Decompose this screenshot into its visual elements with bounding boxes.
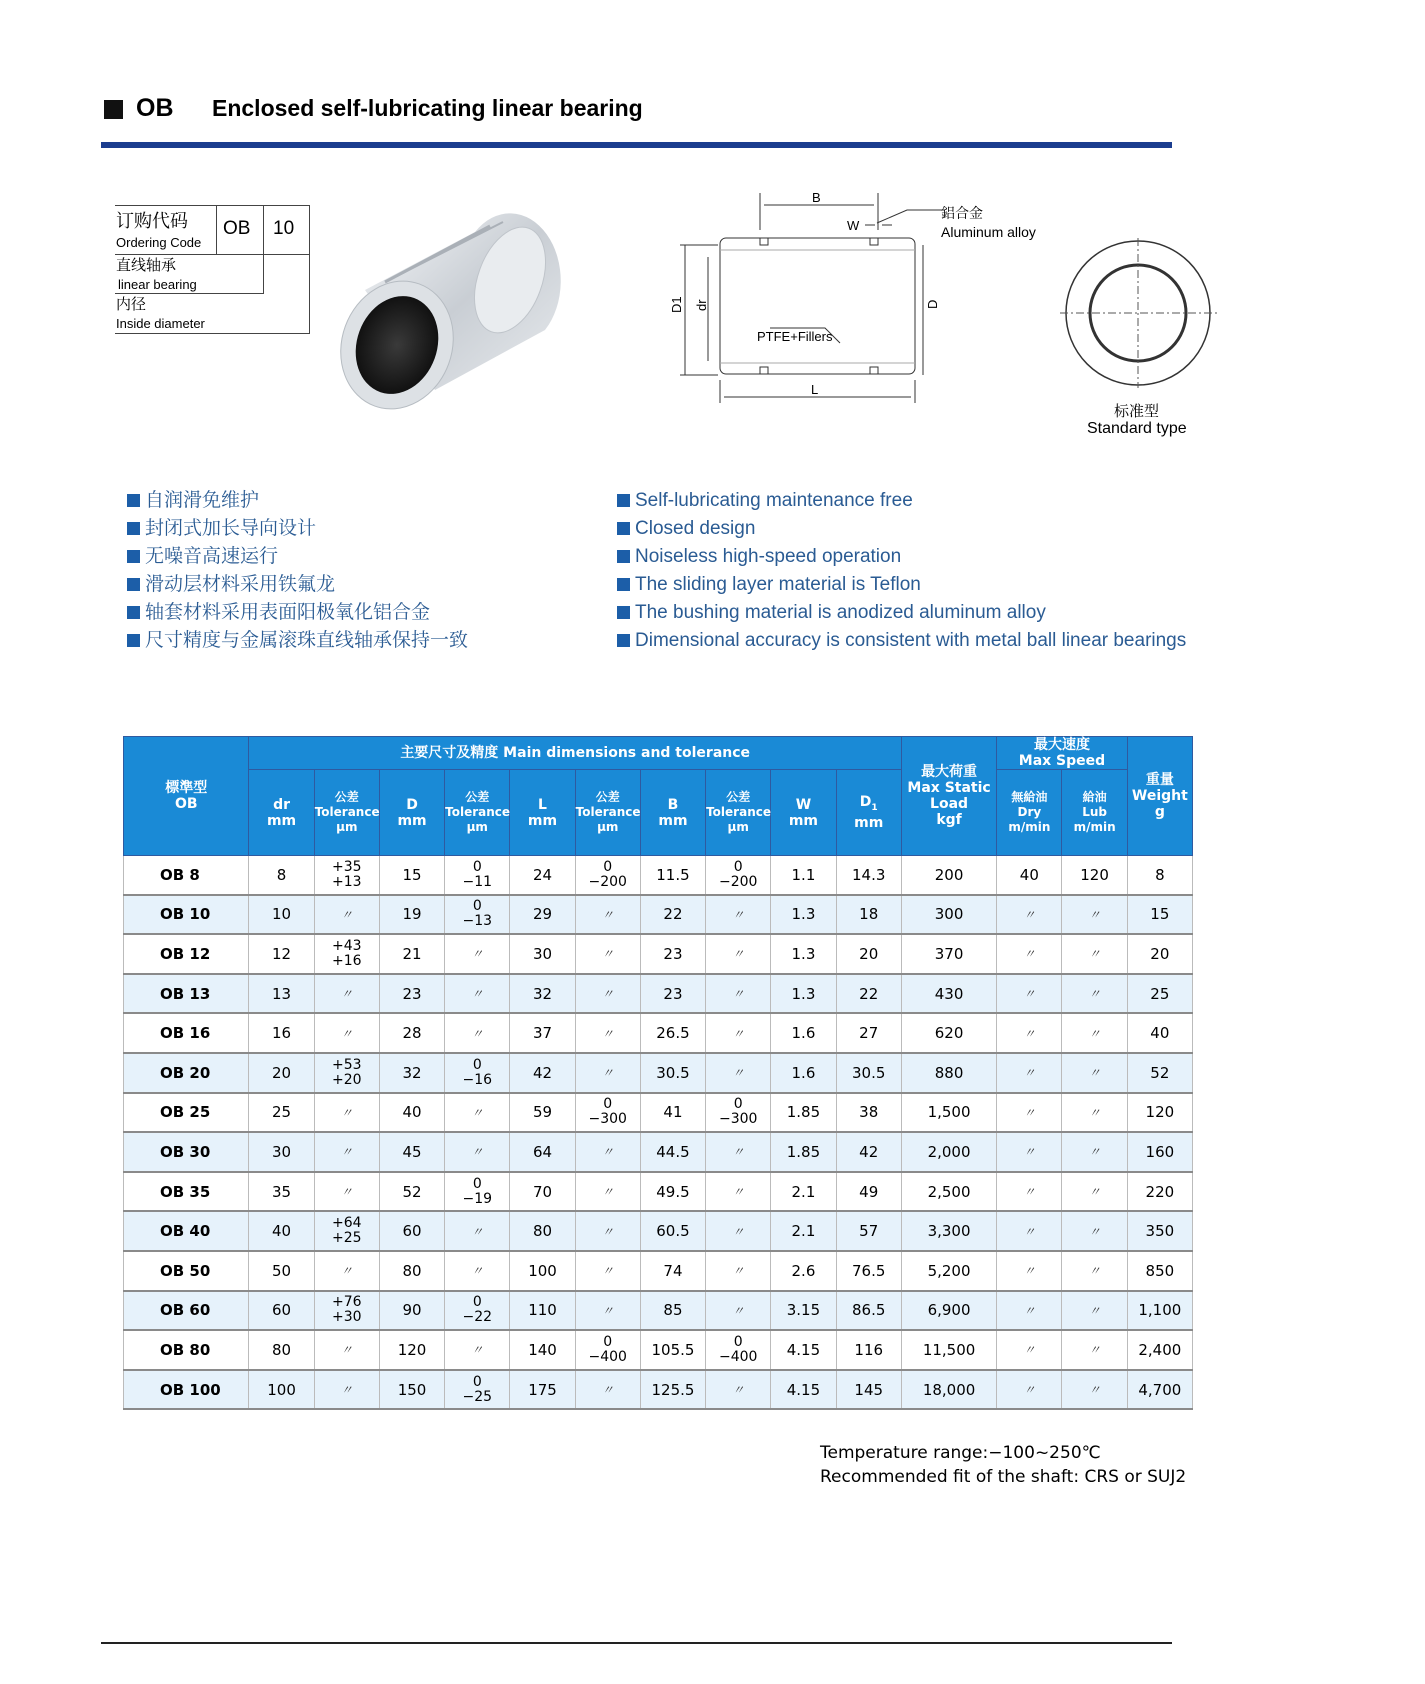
table-cell-D1: 14.3 [836,856,901,895]
table-cell-load: 3,300 [901,1211,996,1251]
col-dr-tol-header: 公差 Tolerance μm [314,770,379,856]
table-cell-B: 85 [640,1291,705,1331]
table-cell-drt: 〃 [314,1370,379,1410]
table-cell-Lt: 〃 [575,1370,640,1410]
ordering-type-cn: 直线轴承 [116,257,177,274]
table-cell-L: 110 [510,1291,575,1331]
table-cell-drt: 〃 [314,895,379,935]
table-cell-dr: 12 [249,934,314,974]
table-cell-wt: 350 [1127,1211,1192,1251]
table-cell-lub: 〃 [1062,1053,1127,1093]
table-cell-Dt: 0 −11 [445,856,510,895]
list-item: Self-lubricating maintenance free [617,487,1186,515]
col-lub-header: 給油 Lub m/min [1062,770,1127,856]
table-cell-B: 44.5 [640,1132,705,1172]
table-cell-drt: 〃 [314,974,379,1014]
table-cell-W: 2.1 [771,1211,836,1251]
table-cell-dry: 〃 [997,1053,1062,1093]
table-row [124,1211,1193,1251]
table-cell-lub: 〃 [1062,1251,1127,1291]
table-cell-W: 2.6 [771,1251,836,1291]
table-cell-load: 620 [901,1013,996,1053]
table-cell-wt: 40 [1127,1013,1192,1053]
features-cn-list [127,487,468,655]
table-cell-D: 80 [379,1251,444,1291]
table-cell-load: 200 [901,856,996,895]
table-cell-Bt: 0 −300 [706,1093,771,1133]
list-item: 无噪音高速运行 [127,543,468,571]
table-cell-D1: 20 [836,934,901,974]
table-cell-drt: 〃 [314,1093,379,1133]
table-cell-wt: 4,700 [1127,1370,1192,1410]
table-cell-L: 70 [510,1172,575,1212]
table-cell-Dt: 〃 [445,1093,510,1133]
table-row [124,1330,1193,1370]
table-cell-wt: 220 [1127,1172,1192,1212]
table-cell-L: 175 [510,1370,575,1410]
list-item: Dimensional accuracy is consistent with metal ball linear bearings [617,627,1186,655]
table-cell-lub: 〃 [1062,1172,1127,1212]
table-cell-drt: 〃 [314,1132,379,1172]
table-cell-L: 37 [510,1013,575,1053]
table-cell-dr: 13 [249,974,314,1014]
bullet-square-icon [617,522,630,535]
table-cell-load: 11,500 [901,1330,996,1370]
table-cell-dry: 〃 [997,1013,1062,1053]
table-cell-model: OB 8 [124,856,249,895]
table-cell-D: 19 [379,895,444,935]
table-cell-D: 23 [379,974,444,1014]
table-cell-Bt: 〃 [706,974,771,1014]
table-cell-Bt: 0 −400 [706,1330,771,1370]
table-cell-dry: 〃 [997,1370,1062,1410]
ordering-type-en: linear bearing [118,277,197,292]
list-item: Noiseless high-speed operation [617,543,1186,571]
table-cell-D1: 27 [836,1013,901,1053]
table-cell-model: OB 20 [124,1053,249,1093]
table-cell-drt: +64 +25 [314,1211,379,1251]
table-cell-D: 150 [379,1370,444,1410]
table-cell-D: 120 [379,1330,444,1370]
table-cell-L: 29 [510,895,575,935]
table-cell-dr: 25 [249,1093,314,1133]
table-cell-D1: 49 [836,1172,901,1212]
table-cell-L: 140 [510,1330,575,1370]
bullet-square-icon [127,494,140,507]
table-cell-D1: 116 [836,1330,901,1370]
table-cell-load: 880 [901,1053,996,1093]
table-cell-load: 2,000 [901,1132,996,1172]
table-cell-D1: 22 [836,974,901,1014]
table-cell-model: OB 10 [124,895,249,935]
table-cell-Bt: 〃 [706,1013,771,1053]
table-cell-Bt: 〃 [706,1251,771,1291]
page-code: OB [136,94,174,122]
table-cell-lub: 〃 [1062,1211,1127,1251]
table-cell-dr: 50 [249,1251,314,1291]
table-cell-model: OB 100 [124,1370,249,1410]
table-cell-wt: 850 [1127,1251,1192,1291]
table-cell-L: 100 [510,1251,575,1291]
table-cell-wt: 15 [1127,895,1192,935]
table-cell-dr: 40 [249,1211,314,1251]
table-cell-Dt: 〃 [445,1013,510,1053]
table-cell-B: 105.5 [640,1330,705,1370]
table-cell-Dt: 〃 [445,1330,510,1370]
table-cell-lub: 〃 [1062,934,1127,974]
table-row [124,1093,1193,1133]
table-cell-W: 1.1 [771,856,836,895]
table-cell-Lt: 〃 [575,895,640,935]
table-cell-W: 4.15 [771,1330,836,1370]
table-cell-lub: 〃 [1062,1093,1127,1133]
table-cell-D: 52 [379,1172,444,1212]
table-cell-Bt: 〃 [706,1172,771,1212]
table-cell-load: 6,900 [901,1291,996,1331]
ordering-size: 10 [273,218,295,239]
footer-rule [101,1642,1172,1644]
table-row [124,934,1193,974]
table-cell-W: 1.3 [771,974,836,1014]
table-cell-Lt: 〃 [575,1053,640,1093]
table-cell-W: 3.15 [771,1291,836,1331]
list-item: 自润滑免维护 [127,487,468,515]
table-row [124,856,1193,895]
table-cell-dry: 〃 [997,1172,1062,1212]
table-cell-wt: 52 [1127,1053,1192,1093]
table-row [124,1291,1193,1331]
table-body [124,856,1193,1410]
bullet-square-icon [127,550,140,563]
standard-type-cn: 标准型 [1114,403,1160,420]
list-item: Closed design [617,515,1186,543]
table-cell-Dt: 0 −13 [445,895,510,935]
table-cell-B: 74 [640,1251,705,1291]
dim-W-label: W [847,218,860,233]
header-square-icon [104,100,123,119]
table-row [124,1370,1193,1410]
table-cell-model: OB 50 [124,1251,249,1291]
material-cn-label: 鋁合金 [941,205,983,221]
table-cell-wt: 160 [1127,1132,1192,1172]
table-cell-Lt: 〃 [575,1251,640,1291]
table-cell-drt: +53 +20 [314,1053,379,1093]
table-cell-lub: 〃 [1062,974,1127,1014]
table-cell-load: 2,500 [901,1172,996,1212]
table-cell-B: 125.5 [640,1370,705,1410]
table-cell-lub: 〃 [1062,1013,1127,1053]
list-item: 滑动层材料采用铁氟龙 [127,571,468,599]
table-cell-dry: 〃 [997,934,1062,974]
table-cell-drt: 〃 [314,1251,379,1291]
dimension-drawing [660,185,940,405]
table-cell-B: 22 [640,895,705,935]
table-cell-L: 42 [510,1053,575,1093]
bullet-square-icon [617,578,630,591]
table-cell-D: 28 [379,1013,444,1053]
table-cell-B: 60.5 [640,1211,705,1251]
table-cell-W: 1.6 [771,1013,836,1053]
table-cell-W: 1.85 [771,1132,836,1172]
table-cell-drt: +43 +16 [314,934,379,974]
table-cell-model: OB 40 [124,1211,249,1251]
col-D-tol-header: 公差 Tolerance μm [445,770,510,856]
col-W-header: W mm [771,770,836,856]
table-cell-load: 430 [901,974,996,1014]
table-cell-D1: 57 [836,1211,901,1251]
table-cell-D1: 145 [836,1370,901,1410]
table-cell-load: 300 [901,895,996,935]
table-cell-model: OB 13 [124,974,249,1014]
table-cell-model: OB 30 [124,1132,249,1172]
table-cell-wt: 2,400 [1127,1330,1192,1370]
table-cell-dry: 〃 [997,974,1062,1014]
table-cell-dr: 30 [249,1132,314,1172]
table-cell-model: OB 60 [124,1291,249,1331]
col-weight-header: 重量 Weight g [1127,737,1192,856]
table-cell-Lt: 〃 [575,974,640,1014]
standard-type-en: Standard type [1087,420,1187,437]
bullet-square-icon [127,634,140,647]
table-row [124,974,1193,1014]
table-cell-dr: 100 [249,1370,314,1410]
table-cell-Dt: 0 −22 [445,1291,510,1331]
table-cell-L: 24 [510,856,575,895]
table-cell-L: 30 [510,934,575,974]
table-cell-dr: 35 [249,1172,314,1212]
table-cell-model: OB 80 [124,1330,249,1370]
table-cell-wt: 120 [1127,1093,1192,1133]
table-cell-model: OB 12 [124,934,249,974]
table-cell-Bt: 0 −200 [706,856,771,895]
table-cell-Dt: 0 −19 [445,1172,510,1212]
bullet-square-icon [617,494,630,507]
table-cell-load: 370 [901,934,996,974]
table-cell-dr: 20 [249,1053,314,1093]
table-cell-D: 15 [379,856,444,895]
table-cell-L: 80 [510,1211,575,1251]
col-D-header: D mm [379,770,444,856]
table-cell-D: 45 [379,1132,444,1172]
table-cell-lub: 〃 [1062,1330,1127,1370]
bullet-square-icon [127,606,140,619]
table-cell-dr: 60 [249,1291,314,1331]
dim-D1-label: D1 [669,296,684,313]
temperature-note: Temperature range:−100~250℃ [820,1443,1101,1463]
table-cell-dr: 8 [249,856,314,895]
table-cell-model: OB 35 [124,1172,249,1212]
table-cell-Dt: 〃 [445,974,510,1014]
list-item: The bushing material is anodized aluminum alloy [617,599,1186,627]
bullet-square-icon [617,606,630,619]
table-cell-Bt: 〃 [706,895,771,935]
table-cell-Lt: 〃 [575,1211,640,1251]
table-cell-D1: 76.5 [836,1251,901,1291]
end-view-drawing [1060,243,1230,393]
table-cell-B: 26.5 [640,1013,705,1053]
table-cell-lub: 120 [1062,856,1127,895]
table-cell-L: 32 [510,974,575,1014]
table-cell-D: 40 [379,1093,444,1133]
col-B-tol-header: 公差 Tolerance μm [706,770,771,856]
list-item: 轴套材料采用表面阳极氧化铝合金 [127,599,468,627]
table-cell-drt: 〃 [314,1172,379,1212]
table-cell-W: 4.15 [771,1370,836,1410]
table-cell-dry: 〃 [997,895,1062,935]
table-cell-Lt: 〃 [575,1132,640,1172]
table-cell-wt: 20 [1127,934,1192,974]
ordering-model: OB [223,218,251,239]
table-cell-drt: +35 +13 [314,856,379,895]
table-cell-B: 30.5 [640,1053,705,1093]
dim-L-label: L [811,382,819,397]
ordering-code-en: Ordering Code [116,235,202,250]
table-cell-Lt: 〃 [575,934,640,974]
table-cell-dry: 〃 [997,1093,1062,1133]
col-standard-header: 標準型 OB [124,737,249,856]
table-cell-L: 59 [510,1093,575,1133]
table-row [124,895,1193,935]
table-cell-Bt: 〃 [706,1291,771,1331]
col-load-header: 最大荷重 Max Static Load kgf [901,737,996,856]
table-row [124,1132,1193,1172]
col-D1-header: $D_1$ mm [836,770,901,856]
table-cell-B: 23 [640,934,705,974]
table-cell-Lt: 0 −200 [575,856,640,895]
table-cell-lub: 〃 [1062,895,1127,935]
table-cell-Dt: 〃 [445,1251,510,1291]
main-dimensions-header: 主要尺寸及精度 Main dimensions and tolerance [249,737,901,770]
bullet-square-icon [127,578,140,591]
material-en-label: Aluminum alloy [941,224,1036,240]
table-cell-D: 32 [379,1053,444,1093]
table-cell-Bt: 〃 [706,1211,771,1251]
bullet-square-icon [617,634,630,647]
table-cell-W: 2.1 [771,1172,836,1212]
table-cell-Lt: 〃 [575,1013,640,1053]
col-L-header: L mm [510,770,575,856]
table-cell-D1: 30.5 [836,1053,901,1093]
dim-dr-label: dr [694,299,709,311]
table-cell-drt: 〃 [314,1013,379,1053]
col-L-tol-header: 公差 Tolerance μm [575,770,640,856]
table-cell-dry: 〃 [997,1330,1062,1370]
bullet-square-icon [617,550,630,563]
list-item: 尺寸精度与金属滚珠直线轴承保持一致 [127,627,468,655]
table-cell-B: 49.5 [640,1172,705,1212]
features-en-list [617,487,1186,655]
ordering-code-cn: 订购代码 [116,211,188,231]
page-title: Enclosed self-lubricating linear bearing [212,95,643,121]
table-cell-D1: 86.5 [836,1291,901,1331]
table-cell-Lt: 0 −300 [575,1093,640,1133]
list-item: The sliding layer material is Teflon [617,571,1186,599]
table-cell-Bt: 〃 [706,1370,771,1410]
table-cell-dr: 10 [249,895,314,935]
table-cell-Lt: 〃 [575,1172,640,1212]
table-cell-W: 1.85 [771,1093,836,1133]
bullet-square-icon [127,522,140,535]
table-cell-Bt: 〃 [706,934,771,974]
dim-B-label: B [812,190,821,205]
table-cell-L: 64 [510,1132,575,1172]
table-cell-Dt: 〃 [445,1132,510,1172]
table-cell-D1: 38 [836,1093,901,1133]
col-B-header: B mm [640,770,705,856]
table-cell-load: 18,000 [901,1370,996,1410]
table-cell-W: 1.3 [771,934,836,974]
table-cell-dry: 〃 [997,1132,1062,1172]
table-cell-load: 1,500 [901,1093,996,1133]
table-cell-B: 23 [640,974,705,1014]
table-cell-wt: 1,100 [1127,1291,1192,1331]
table-cell-D1: 42 [836,1132,901,1172]
max-speed-header: 最大速度 Max Speed [997,737,1127,770]
table-cell-Dt: 0 −25 [445,1370,510,1410]
product-photo [325,220,570,435]
table-cell-lub: 〃 [1062,1370,1127,1410]
table-cell-B: 11.5 [640,856,705,895]
table-cell-lub: 〃 [1062,1291,1127,1331]
table-cell-B: 41 [640,1093,705,1133]
table-cell-dr: 80 [249,1330,314,1370]
col-dr-header: dr mm [249,770,314,856]
table-cell-Lt: 0 −400 [575,1330,640,1370]
table-cell-dry: 〃 [997,1211,1062,1251]
table-row [124,1172,1193,1212]
table-cell-Bt: 〃 [706,1053,771,1093]
table-cell-Dt: 〃 [445,934,510,974]
shaft-fit-note: Recommended fit of the shaft: CRS or SUJ2 [820,1467,1187,1487]
table-cell-dry: 〃 [997,1251,1062,1291]
table-cell-lub: 〃 [1062,1132,1127,1172]
table-cell-model: OB 16 [124,1013,249,1053]
liner-label: PTFE+Fillers [757,329,833,344]
table-cell-Bt: 〃 [706,1132,771,1172]
table-cell-model: OB 25 [124,1093,249,1133]
table-cell-Lt: 〃 [575,1291,640,1331]
table-cell-load: 5,200 [901,1251,996,1291]
table-cell-W: 1.6 [771,1053,836,1093]
specification-table [123,736,1193,1410]
table-row [124,1013,1193,1053]
table-cell-D: 21 [379,934,444,974]
table-cell-D: 60 [379,1211,444,1251]
table-cell-Dt: 0 −16 [445,1053,510,1093]
table-cell-dr: 16 [249,1013,314,1053]
ordering-diam-cn: 内径 [116,296,147,313]
table-cell-dry: 〃 [997,1291,1062,1331]
ordering-diam-en: Inside diameter [116,316,205,331]
table-cell-Dt: 〃 [445,1211,510,1251]
dim-D-label: D [925,299,940,309]
table-cell-wt: 8 [1127,856,1192,895]
table-cell-W: 1.3 [771,895,836,935]
table-cell-drt: 〃 [314,1330,379,1370]
table-row [124,1053,1193,1093]
list-item: 封闭式加长导向设计 [127,515,468,543]
table-cell-dry: 40 [997,856,1062,895]
table-row [124,1251,1193,1291]
table-cell-drt: +76 +30 [314,1291,379,1331]
table-cell-wt: 25 [1127,974,1192,1014]
table-cell-D: 90 [379,1291,444,1331]
ordering-code-box [115,205,315,335]
col-dry-header: 無給油 Dry m/min [997,770,1062,856]
table-cell-D1: 18 [836,895,901,935]
header-rule [101,142,1172,148]
